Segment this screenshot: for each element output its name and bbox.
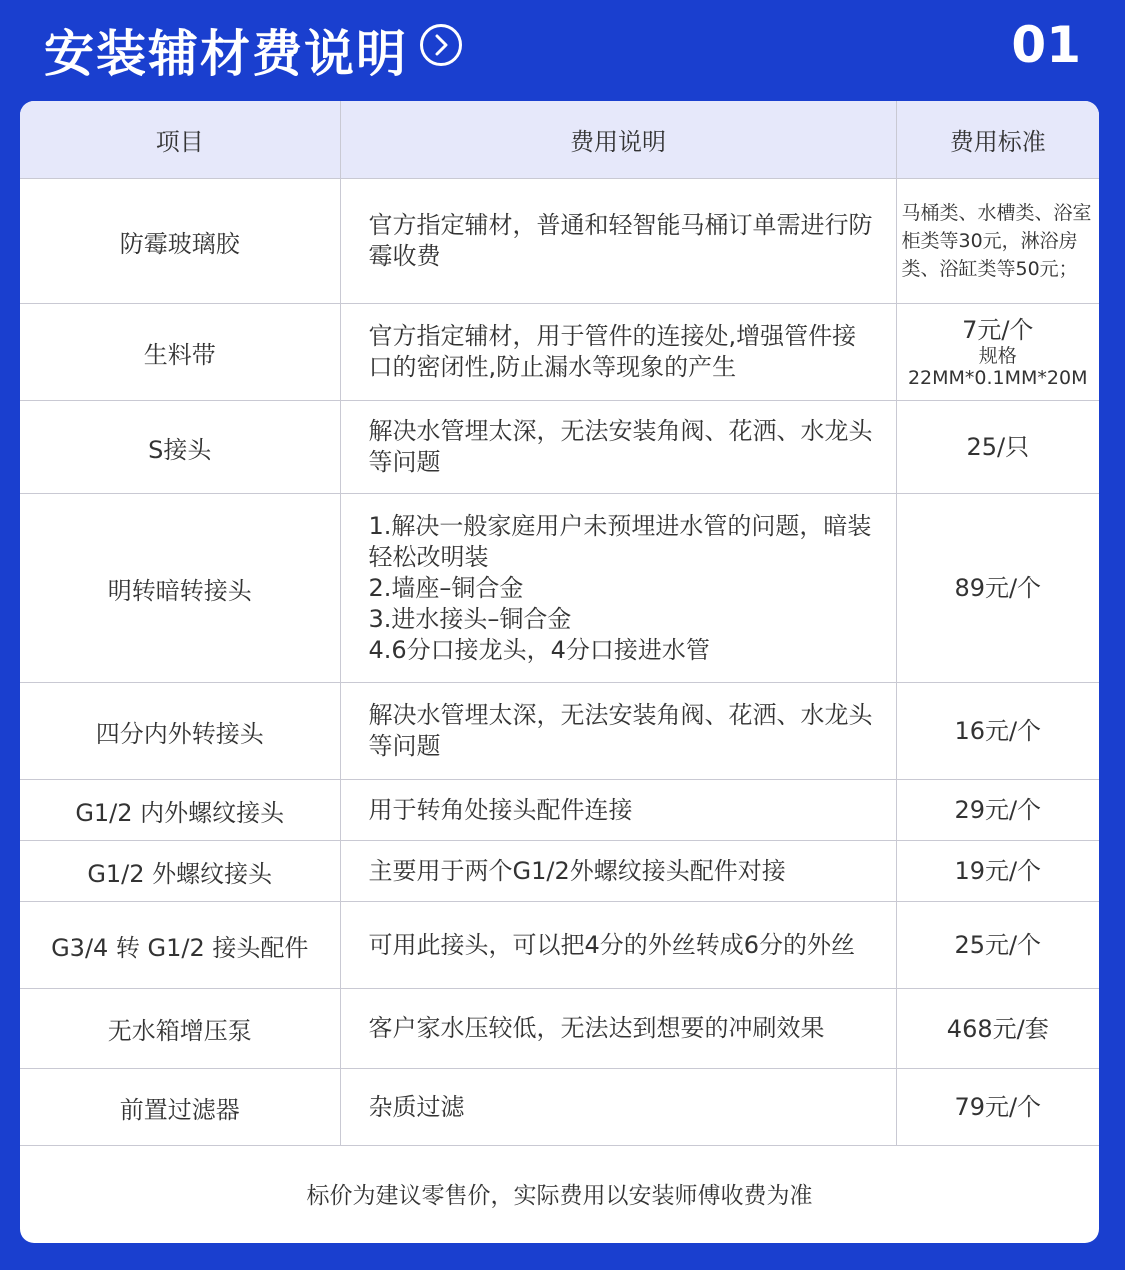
item-price: 16元/个: [896, 683, 1099, 780]
item-price: 89元/个: [896, 494, 1099, 683]
item-description: 可用此接头，可以把4分的外丝转成6分的外丝: [340, 902, 896, 989]
item-price: 468元/套: [896, 989, 1099, 1069]
table-row: [20, 683, 1099, 780]
table-row: [20, 841, 1099, 902]
item-name: 四分内外转接头: [20, 683, 340, 780]
description-line: 2.墙座–铜合金: [368, 573, 524, 602]
column-header-item: 项目: [20, 101, 340, 179]
description-line: 3.进水接头–铜合金: [368, 604, 572, 633]
item-price-cell: [896, 304, 1099, 401]
item-name: G1/2 外螺纹接头: [20, 841, 340, 902]
column-header-price: 费用标准: [896, 101, 1099, 179]
item-price: 25元/个: [896, 902, 1099, 989]
item-description: 解决水管埋太深，无法安装角阀、花洒、水龙头等问题: [340, 401, 896, 494]
item-price-spec: 22MM*0.1MM*20M: [907, 367, 1088, 389]
item-price: 7元/个: [962, 316, 1034, 344]
item-description: [340, 494, 896, 683]
item-price: 79元/个: [896, 1069, 1099, 1146]
item-name: G3/4 转 G1/2 接头配件: [20, 902, 340, 989]
description-line: 1.解决一般家庭用户未预埋进水管的问题，暗装轻松改明装: [368, 511, 872, 571]
item-description: 杂质过滤: [340, 1069, 896, 1146]
item-name: 防霉玻璃胶: [20, 179, 340, 304]
chevron-right-circle-icon[interactable]: [420, 24, 462, 66]
table-row: [20, 304, 1099, 401]
item-price-note: 规格: [978, 345, 1017, 367]
fee-table: [20, 101, 1099, 1146]
table-row: [20, 902, 1099, 989]
page-title: 安装辅材费说明: [44, 25, 408, 83]
item-name: 明转暗转接头: [20, 494, 340, 683]
item-description: 官方指定辅材，用于管件的连接处,增强管件接口的密闭性,防止漏水等现象的产生: [340, 304, 896, 401]
footer-note: 标价为建议零售价，实际费用以安装师傅收费为准: [306, 1182, 813, 1209]
fee-table-card: [20, 101, 1099, 1243]
table-row: [20, 989, 1099, 1069]
item-description: 主要用于两个G1/2外螺纹接头配件对接: [340, 841, 896, 902]
page-number: 01: [1011, 16, 1081, 74]
item-price: 马桶类、水槽类、浴室柜类等30元，淋浴房类、浴缸类等50元；: [896, 179, 1099, 304]
table-row: [20, 780, 1099, 841]
item-description: 官方指定辅材，普通和轻智能马桶订单需进行防霉收费: [340, 179, 896, 304]
item-price: 25/只: [896, 401, 1099, 494]
item-price: 29元/个: [896, 780, 1099, 841]
table-header-row: [20, 101, 1099, 179]
table-row: [20, 494, 1099, 683]
table-row: [20, 1069, 1099, 1146]
item-description: 用于转角处接头配件连接: [340, 780, 896, 841]
column-header-description: 费用说明: [340, 101, 896, 179]
item-name: G1/2 内外螺纹接头: [20, 780, 340, 841]
item-name: S接头: [20, 401, 340, 494]
item-name: 前置过滤器: [20, 1069, 340, 1146]
table-row: [20, 179, 1099, 304]
item-name: 生料带: [20, 304, 340, 401]
page-header: [0, 0, 1125, 100]
item-description: 客户家水压较低，无法达到想要的冲刷效果: [340, 989, 896, 1069]
table-row: [20, 401, 1099, 494]
item-name: 无水箱增压泵: [20, 989, 340, 1069]
description-line: 4.6分口接龙头，4分口接进水管: [368, 635, 710, 664]
item-description: 解决水管埋太深，无法安装角阀、花洒、水龙头等问题: [340, 683, 896, 780]
item-price: 19元/个: [896, 841, 1099, 902]
